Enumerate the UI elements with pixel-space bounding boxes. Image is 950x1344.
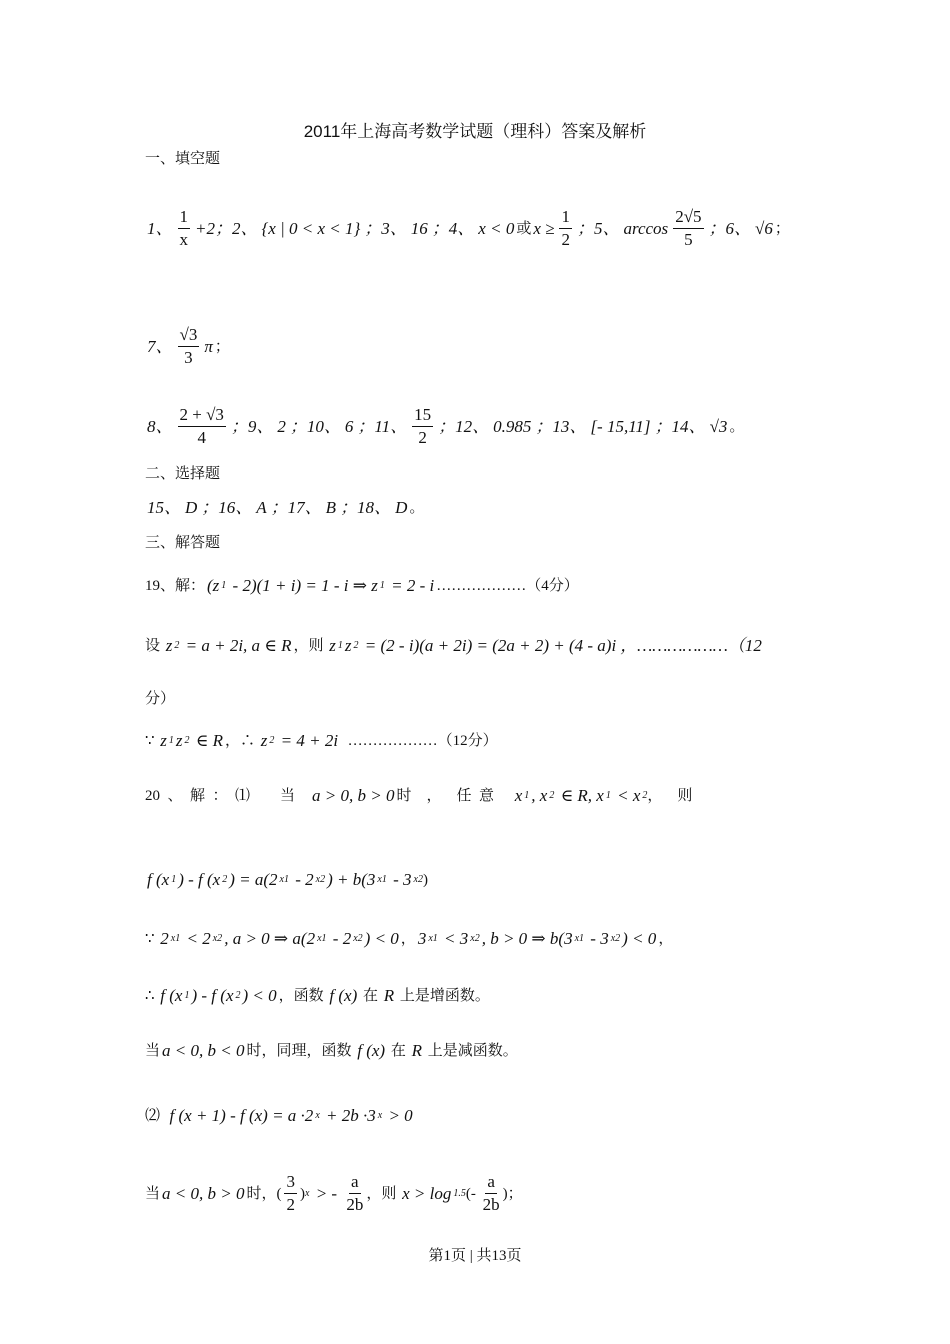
fraction	[559, 206, 572, 251]
fraction	[412, 404, 433, 449]
text-segment: ) < 0	[364, 929, 399, 948]
fraction	[673, 206, 703, 251]
fraction-numerator: 2√5	[673, 206, 703, 229]
fraction-numerator: 15	[412, 404, 433, 427]
fraction-numerator: 2 + √3	[178, 404, 226, 427]
fraction	[178, 404, 226, 449]
subscript: 2	[235, 990, 241, 1001]
text-segment: ) < 0	[242, 986, 277, 1005]
text-segment: ，	[658, 931, 674, 947]
fraction-denominator: x	[179, 230, 188, 249]
text-segment: f (x)	[329, 986, 358, 1005]
text-segment: ；13、	[535, 416, 587, 436]
text-segment: + 2b ·3	[321, 1106, 376, 1125]
text-segment: 一、填空题	[145, 151, 221, 167]
fraction-denominator: 2b	[346, 1195, 364, 1214]
text-segment: ∈ R, x	[556, 786, 604, 805]
text-segment: ；6、	[708, 218, 752, 238]
superscript: x	[304, 1187, 310, 1199]
text-segment: 上是减函数。	[423, 1043, 518, 1059]
text-segment: ⑵	[145, 1108, 168, 1124]
superscript: x2	[470, 933, 480, 944]
text-segment: ∵	[145, 733, 159, 749]
fraction	[284, 1171, 297, 1216]
fraction	[346, 1171, 363, 1216]
text-segment: 二、选择题	[145, 466, 221, 482]
superscript: x	[315, 1110, 320, 1121]
fraction-denominator: 2	[286, 1195, 295, 1214]
subscript: 1	[168, 735, 174, 746]
q20-decreasing	[145, 1041, 518, 1061]
text-segment: < 2	[182, 929, 211, 948]
text-segment: ；3、	[364, 218, 407, 238]
text-segment: = (2 - i)(a + 2i) = (2a + 2) + (4 - a)i	[360, 636, 617, 655]
subscript: 2	[269, 735, 275, 746]
subscript: 2	[549, 790, 555, 801]
text-segment: (-	[465, 1185, 480, 1202]
subscript: 1	[605, 790, 611, 801]
section-choice	[145, 464, 220, 484]
fraction-numerator: √3	[178, 324, 200, 347]
superscript: x1	[574, 933, 585, 944]
text-segment: , x	[531, 786, 548, 805]
text-segment: 。	[409, 500, 425, 516]
text-segment: 或	[516, 220, 532, 237]
text-segment: > -	[311, 1183, 342, 1203]
text-segment: z	[344, 636, 352, 655]
text-segment: ，函数	[278, 988, 328, 1004]
fraction-denominator: 5	[684, 230, 693, 249]
fraction-denominator: 3	[184, 348, 193, 367]
text-segment: ；17、	[270, 498, 322, 517]
q19-step2-cont	[145, 689, 175, 709]
text-segment: 在	[387, 1043, 410, 1059]
text-segment: - 2	[328, 929, 352, 948]
text-segment: 6	[344, 416, 354, 436]
text-segment: ；	[774, 220, 790, 237]
subscript: 2	[353, 640, 359, 651]
text-segment: R	[411, 1041, 422, 1060]
superscript: x2	[315, 874, 326, 885]
subscript: 2	[642, 790, 648, 801]
subscript: 2	[222, 874, 228, 885]
text-segment: z	[260, 731, 268, 750]
fraction	[178, 206, 191, 251]
text-segment: 时，	[246, 1185, 277, 1202]
text-segment: 7、	[147, 336, 173, 356]
text-segment: , a > 0 ⇒ a(2	[224, 929, 316, 948]
text-segment: 1、	[147, 218, 173, 238]
superscript: x1	[317, 933, 327, 944]
text-segment: 2	[277, 416, 286, 436]
text-segment: - 2)(1 + i) = 1 - i ⇒ z	[228, 576, 378, 595]
text-segment: 设	[145, 638, 164, 654]
fraction-numerator: 1	[178, 206, 191, 229]
text-segment: √3	[709, 416, 728, 436]
subscript: 1	[221, 580, 227, 591]
text-segment: 上是增函数。	[396, 988, 490, 1004]
text-segment: ，则	[293, 638, 328, 654]
subscript: 1.5	[453, 1187, 466, 1199]
text-segment: ；9、	[230, 416, 274, 436]
superscript: x	[377, 1110, 383, 1121]
text-segment: x ≥	[533, 218, 555, 238]
text-segment: - 3	[586, 929, 609, 948]
text-segment: ，………………（12	[620, 636, 762, 655]
q20-diff	[145, 870, 428, 890]
text-segment: )	[502, 1185, 508, 1202]
text-segment: 20 、 解 ： ⑴ 当	[145, 788, 311, 804]
answers-8-14	[145, 404, 744, 449]
fraction-denominator: 2	[561, 230, 570, 249]
text-segment: arccos	[623, 218, 669, 238]
page-footer: 第1页 | 共13页	[428, 1248, 522, 1264]
q20-part2-case	[145, 1171, 523, 1216]
text-segment: 当	[145, 1185, 161, 1202]
text-segment: = a + 2i, a ∈ R	[181, 636, 292, 655]
subscript: 2	[184, 735, 190, 746]
answers-15-18	[145, 498, 424, 518]
subscript: 1	[171, 874, 177, 885]
superscript: x2	[212, 933, 223, 944]
text-segment: 3	[417, 929, 427, 948]
q20-part2	[145, 1106, 415, 1126]
text-segment: [- 15,11]	[590, 416, 651, 436]
text-segment: ；14、	[654, 416, 706, 436]
text-segment: x > log	[402, 1183, 452, 1203]
page-title: 2011年上海高考数学试题（理科）答案及解析	[303, 122, 647, 141]
text-segment: f (x)	[357, 1041, 386, 1060]
text-segment: = 4 + 2i	[276, 731, 339, 750]
text-segment: +2；2、	[195, 218, 258, 238]
q19-step2	[145, 636, 764, 656]
superscript: x1	[279, 874, 289, 885]
text-segment: 。	[729, 418, 745, 435]
text-segment: 在	[359, 988, 382, 1004]
fraction-numerator: 3	[284, 1171, 297, 1194]
text-segment: < x	[612, 786, 641, 805]
text-segment: x	[514, 786, 523, 805]
text-segment: 0.985	[493, 416, 532, 436]
subscript: 1	[337, 640, 343, 651]
text-segment: f (x	[160, 986, 183, 1005]
section-fill-blank	[145, 149, 220, 169]
fraction-numerator: 1	[559, 206, 572, 229]
text-segment: A	[256, 498, 267, 517]
text-segment: ………………（4分）	[436, 578, 579, 594]
text-segment: - 3	[388, 870, 412, 889]
fraction-denominator: 2	[418, 428, 427, 447]
text-segment: ，	[400, 931, 416, 947]
superscript: x1	[428, 933, 438, 944]
text-segment: 三、解答题	[145, 535, 221, 551]
text-segment: )	[422, 872, 428, 888]
text-segment: ；18、	[340, 498, 392, 517]
text-segment: 分）	[145, 691, 176, 707]
text-segment: {x | 0 < x < 1}	[261, 218, 361, 238]
text-segment: ) + b(3	[327, 870, 376, 889]
text-segment: (	[276, 1185, 282, 1202]
text-segment: ， 则	[647, 788, 693, 804]
text-segment: 当	[145, 1043, 161, 1059]
text-segment: D	[185, 498, 198, 517]
text-segment: 16	[410, 218, 428, 238]
text-segment: ) = a(2	[229, 870, 278, 889]
text-segment: = 2 - i	[386, 576, 435, 595]
text-segment: ；10、	[289, 416, 341, 436]
text-segment: ………………（12分）	[340, 733, 498, 749]
text-segment: , b > 0 ⇒ b(3	[481, 929, 573, 948]
section-solutions	[145, 533, 220, 553]
text-segment: - 2	[290, 870, 314, 889]
text-segment: ；4、	[431, 218, 475, 238]
subscript: 1	[524, 790, 530, 801]
text-segment: 2	[160, 929, 169, 948]
text-segment: ∈ R	[191, 731, 224, 750]
fraction	[483, 1171, 500, 1216]
text-segment: z	[160, 731, 167, 750]
q20-intro	[145, 786, 692, 806]
superscript: x2	[610, 933, 621, 944]
text-segment: √6	[755, 218, 773, 238]
fraction-denominator: 2b	[482, 1195, 500, 1214]
text-segment: z	[329, 636, 336, 655]
superscript: x1	[170, 933, 181, 944]
q19-step3	[145, 731, 498, 751]
fraction	[178, 324, 200, 369]
q19-step1	[145, 576, 579, 596]
text-segment: 8、	[147, 416, 173, 436]
text-segment: ) - f (x	[178, 870, 221, 889]
text-segment: f (x	[147, 870, 170, 889]
q20-increasing	[145, 986, 490, 1006]
text-segment: D	[395, 498, 408, 517]
text-segment: R	[383, 986, 395, 1005]
text-segment: z	[165, 636, 173, 655]
superscript: x2	[353, 933, 363, 944]
text-segment: a < 0, b > 0	[162, 1183, 245, 1203]
text-segment: 时 ， 任 意	[396, 788, 513, 804]
text-segment: ；	[507, 1185, 523, 1202]
text-segment: )	[299, 1185, 305, 1202]
text-segment: < 3	[439, 929, 469, 948]
text-segment: 19、解：	[145, 578, 206, 594]
subscript: 1	[379, 580, 385, 591]
text-segment: ∵	[145, 931, 159, 947]
text-segment: ；12、	[438, 416, 490, 436]
subscript: 1	[184, 990, 190, 1001]
text-segment: ) - f (x	[191, 986, 234, 1005]
text-segment: ；16、	[201, 498, 253, 517]
fraction-denominator: 4	[197, 428, 206, 447]
text-segment: ) < 0	[622, 929, 657, 948]
fraction-numerator: a	[485, 1171, 497, 1194]
text-segment: > 0	[384, 1106, 413, 1125]
subscript: 2	[174, 640, 180, 651]
answers-1-6	[145, 206, 790, 251]
answer-7	[145, 324, 230, 369]
text-segment: B	[325, 498, 337, 517]
text-segment: 时，同理，函数	[246, 1043, 356, 1059]
text-segment: ，则	[366, 1185, 401, 1202]
text-segment: 15、	[147, 498, 181, 517]
text-segment: π	[204, 336, 213, 356]
text-segment: ；11、	[357, 416, 408, 436]
text-segment: ，∴	[225, 733, 259, 749]
superscript: x1	[377, 874, 387, 885]
text-segment: ；5、	[576, 218, 620, 238]
text-segment: ∴	[145, 988, 159, 1004]
fraction-numerator: a	[349, 1171, 361, 1194]
superscript: x2	[413, 874, 423, 885]
q20-because	[145, 929, 673, 949]
text-segment: f (x + 1) - f (x) = a ·2	[169, 1106, 314, 1125]
text-segment: a > 0, b > 0	[312, 786, 395, 805]
text-segment: z	[175, 731, 183, 750]
text-segment: ；	[214, 338, 230, 355]
text-segment: x < 0	[478, 218, 515, 238]
text-segment: a < 0, b < 0	[162, 1041, 245, 1060]
text-segment: (z	[207, 576, 220, 595]
